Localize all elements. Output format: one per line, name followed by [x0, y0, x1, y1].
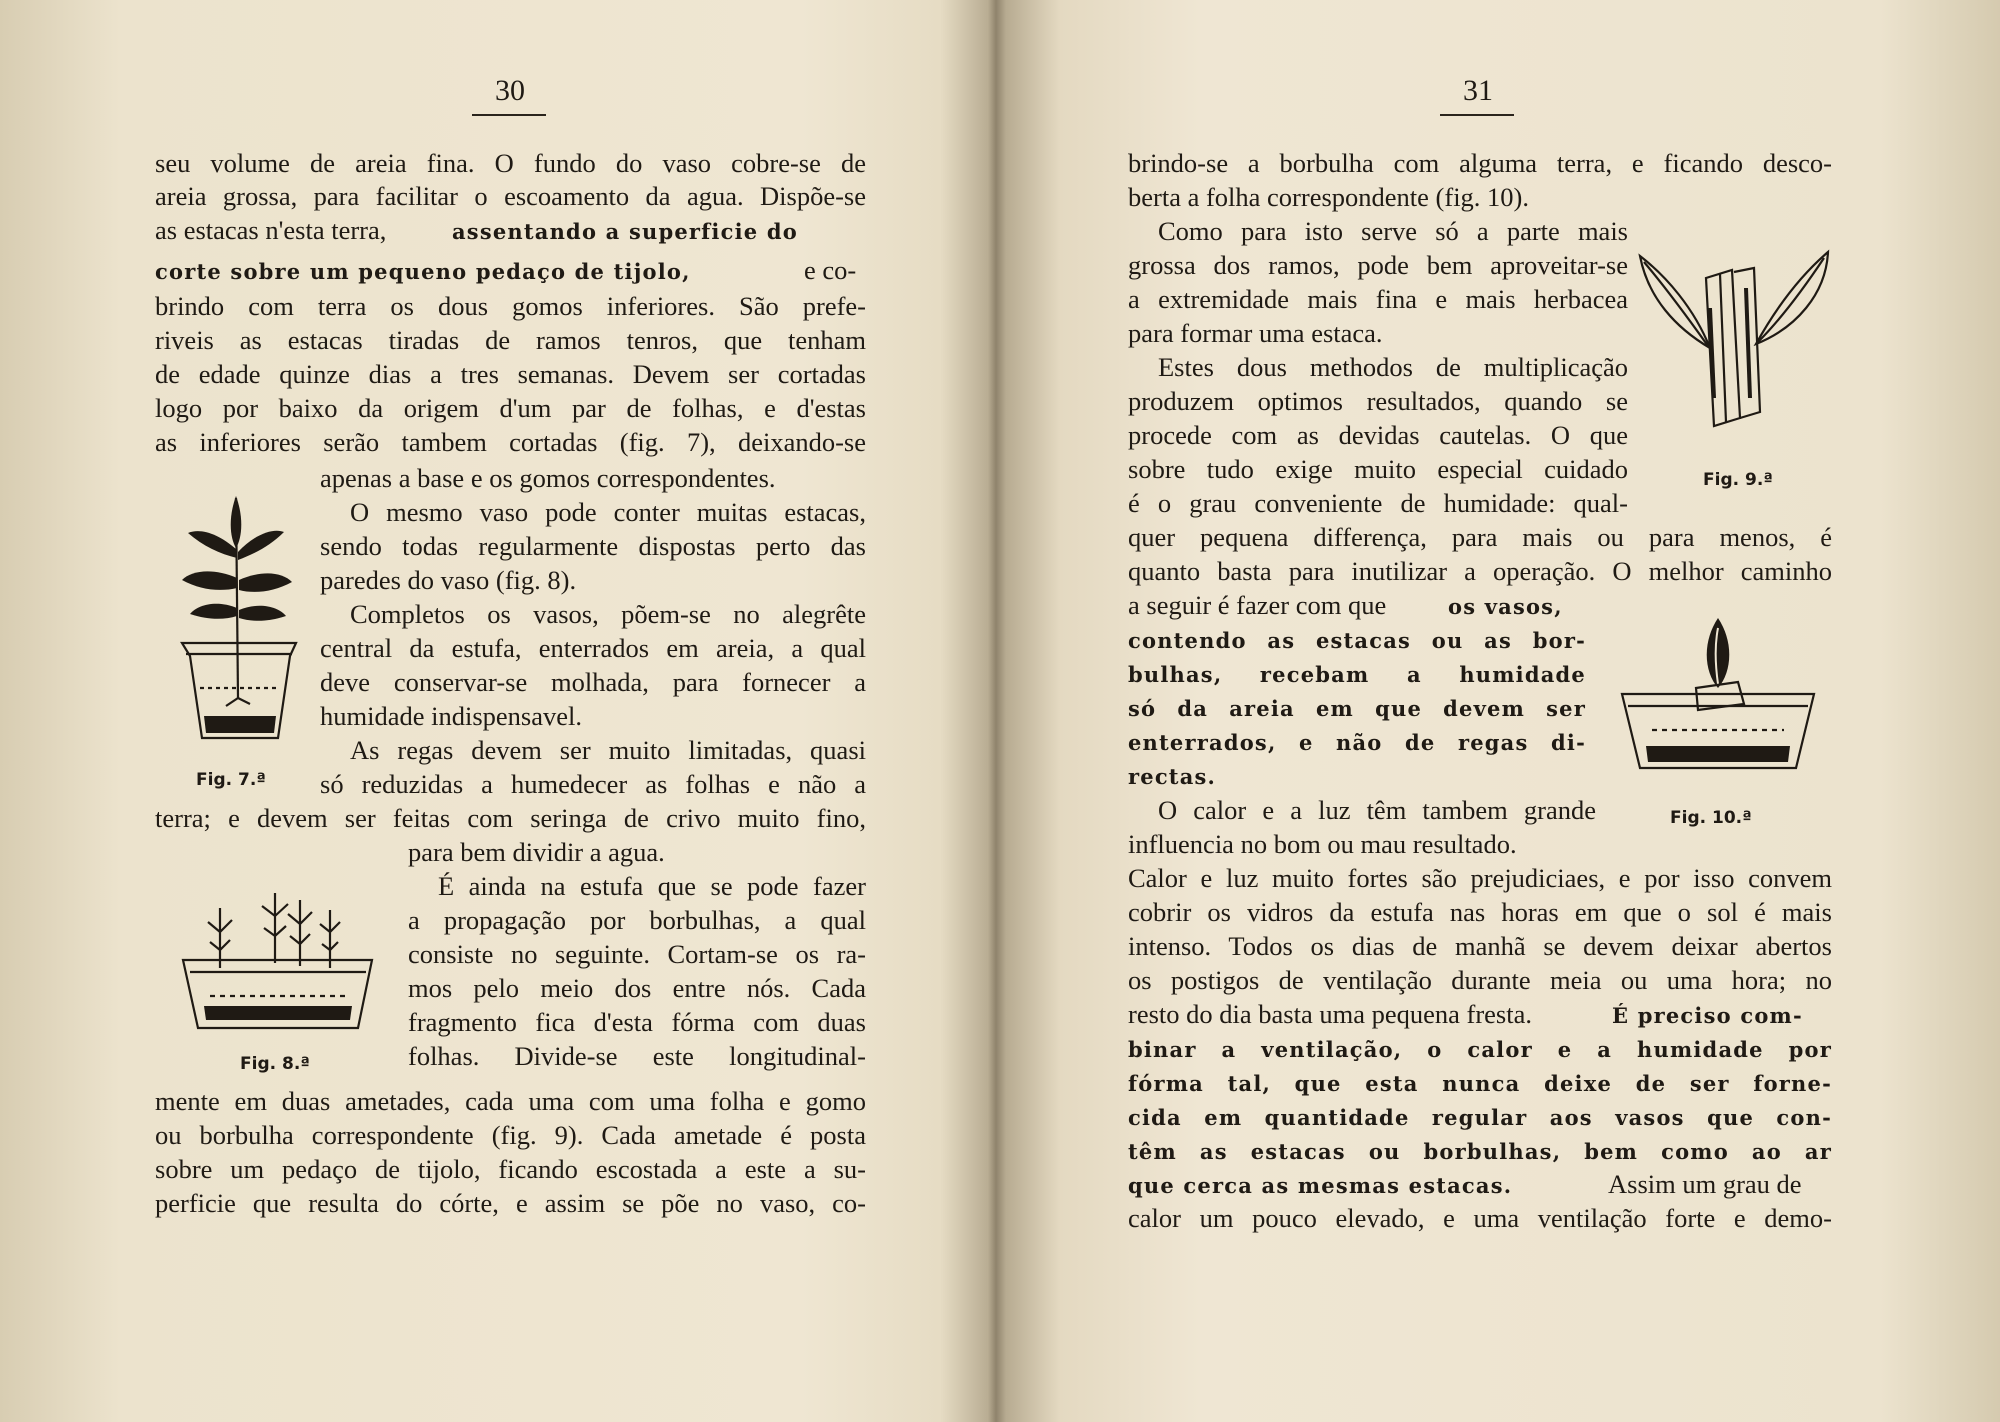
text-line: intenso. Todos os dias de manhã se devem deixar abertos — [1128, 931, 1832, 961]
text-line: quanto basta para inutilizar a operação. O melhor caminho — [1128, 556, 1832, 586]
text-line: terra; e devem ser feitas com seringa de crivo muito fino, — [155, 803, 866, 833]
text-line: perficie que resulta do córte, e assim se põe no vaso, co- — [155, 1188, 866, 1218]
text-line: consiste no seguinte. Cortam-se os ra- — [408, 939, 866, 969]
bold-text-line: enterrados, e não de regas di- — [1128, 730, 1586, 755]
text-line: influencia no bom ou mau resultado. — [1128, 829, 1517, 859]
text-line: de edade quinze dias a tres semanas. Devem ser cortadas — [155, 359, 866, 389]
figure-caption: Fig. 10.ª — [1670, 808, 1752, 828]
page-number-rule — [1440, 114, 1514, 116]
text-line: sendo todas regularmente dispostas perto das — [320, 531, 866, 561]
text-line: paredes do vaso (fig. 8). — [320, 565, 577, 595]
text-line: procede com as devidas cautelas. O que — [1128, 420, 1628, 450]
text-line: para formar uma estaca. — [1128, 318, 1383, 348]
text-line: para bem dividir a agua. — [408, 837, 665, 867]
right-page — [1000, 0, 2000, 1422]
text-line: É ainda na estufa que se pode fazer — [438, 871, 866, 901]
text-line: seu volume de areia fina. O fundo do vaso cobre-se de — [155, 148, 866, 178]
text-line: produzem optimos resultados, quando se — [1128, 386, 1628, 416]
text-line: humidade indispensavel. — [320, 701, 582, 731]
text-line: ou borbulha correspondente (fig. 9). Cada ametade é posta — [155, 1120, 866, 1150]
bold-text-line: cida em quantidade regular aos vasos que con- — [1128, 1105, 1832, 1130]
text-line: Calor e luz muito fortes são prejudiciaes, e por isso convem — [1128, 863, 1832, 893]
text-line: as estacas n'esta terra, — [155, 215, 387, 245]
page-number: 30 — [495, 74, 525, 107]
text-line: brindo com terra os dous gomos inferiores. São prefe- — [155, 291, 866, 321]
text-line: brindo-se a borbulha com alguma terra, e ficando desco- — [1128, 148, 1832, 178]
text-line: resto do dia basta uma pequena fresta. — [1128, 999, 1532, 1029]
text-line: grossa dos ramos, pode bem aproveitar-se — [1128, 250, 1628, 280]
text-line: mente em duas ametades, cada uma com uma folha e gomo — [155, 1086, 866, 1116]
text-line: Como para isto serve só a parte mais — [1158, 216, 1628, 246]
figure-caption: Fig. 9.ª — [1703, 470, 1773, 490]
text-line: logo por baixo da origem d'um par de folhas, e d'estas — [155, 393, 866, 423]
fig9-split-stem-leaves-icon — [1636, 248, 1832, 433]
text-line: cobrir os vidros da estufa nas horas em que o sol é mais — [1128, 897, 1832, 927]
figure-caption: Fig. 8.ª — [240, 1054, 310, 1074]
text-line: Estes dous methodos de multiplicação — [1158, 352, 1628, 382]
bold-text-line: bulhas, recebam a humidade — [1128, 662, 1586, 687]
text-line: a seguir é fazer com que — [1128, 590, 1387, 620]
bold-text-line: só da areia em que devem ser — [1128, 696, 1586, 721]
text-line: fragmento fica d'esta fórma com duas — [408, 1007, 866, 1037]
text-line: quer pequena differença, para mais ou para menos, é — [1128, 522, 1832, 552]
figure-caption: Fig. 7.ª — [196, 770, 266, 790]
bold-text-line: rectas. — [1128, 764, 1217, 789]
bold-text-line: contendo as estacas ou as bor- — [1128, 628, 1586, 653]
bold-text-line: os vasos, — [1448, 594, 1563, 619]
fig10-bud-in-pan-icon — [1618, 618, 1818, 774]
text-line: areia grossa, para facilitar o escoamento da agua. Dispõe-se — [155, 181, 866, 211]
text-line: as inferiores serão tambem cortadas (fig. 7), deixando-se — [155, 427, 866, 457]
bold-text-line: É preciso com- — [1612, 1003, 1803, 1028]
bold-text-line: fórma tal, que esta nunca deixe de ser forne- — [1128, 1071, 1832, 1096]
page-number: 31 — [1463, 74, 1493, 107]
text-line: sobre tudo exige muito especial cuidado — [1128, 454, 1628, 484]
text-line: As regas devem ser muito limitadas, quasi — [350, 735, 866, 765]
fig8-cuttings-in-pan-icon — [180, 888, 375, 1038]
page-number-rule — [472, 114, 546, 116]
text-line: O mesmo vaso pode conter muitas estacas, — [350, 497, 866, 527]
text-line: Completos os vasos, põem-se no alegrête — [350, 599, 866, 629]
text-line: os postigos de ventilação durante meia ou uma hora; no — [1128, 965, 1832, 995]
text-line: e co- — [804, 255, 857, 285]
text-line: calor um pouco elevado, e uma ventilação forte e demo- — [1128, 1203, 1832, 1233]
text-line: a extremidade mais fina e mais herbacea — [1128, 284, 1628, 314]
text-line: deve conservar-se molhada, para fornecer a — [320, 667, 866, 697]
text-line: Assim um grau de — [1608, 1169, 1802, 1199]
bold-text-line: têm as estacas ou borbulhas, bem como ao ar — [1128, 1139, 1832, 1164]
text-line: apenas a base e os gomos correspondentes. — [320, 463, 776, 493]
text-line: folhas. Divide-se este longitudinal- — [408, 1041, 866, 1071]
text-line: sobre um pedaço de tijolo, ficando escostada a este a su- — [155, 1154, 866, 1184]
text-line: só reduzidas a humedecer as folhas e não a — [320, 769, 866, 799]
text-line: é o grau conveniente de humidade: qual- — [1128, 488, 1628, 518]
text-line: central da estufa, enterrados em areia, a qual — [320, 633, 866, 663]
fig7-plant-in-pot-icon — [178, 488, 303, 748]
text-line: riveis as estacas tiradas de ramos tenros, que tenham — [155, 325, 866, 355]
text-line: mos pelo meio dos entre nós. Cada — [408, 973, 866, 1003]
bold-text-line: assentando a superficie do — [452, 219, 798, 244]
text-line: O calor e a luz têm tambem grande — [1158, 795, 1596, 825]
left-page — [0, 0, 990, 1422]
text-line: berta a folha correspondente (fig. 10). — [1128, 182, 1530, 212]
bold-text-line: binar a ventilação, o calor e a humidade por — [1128, 1037, 1832, 1062]
bold-text-line: corte sobre um pequeno pedaço de tijolo, — [155, 259, 691, 284]
text-line: a propagação por borbulhas, a qual — [408, 905, 866, 935]
bold-text-line: que cerca as mesmas estacas. — [1128, 1173, 1513, 1198]
